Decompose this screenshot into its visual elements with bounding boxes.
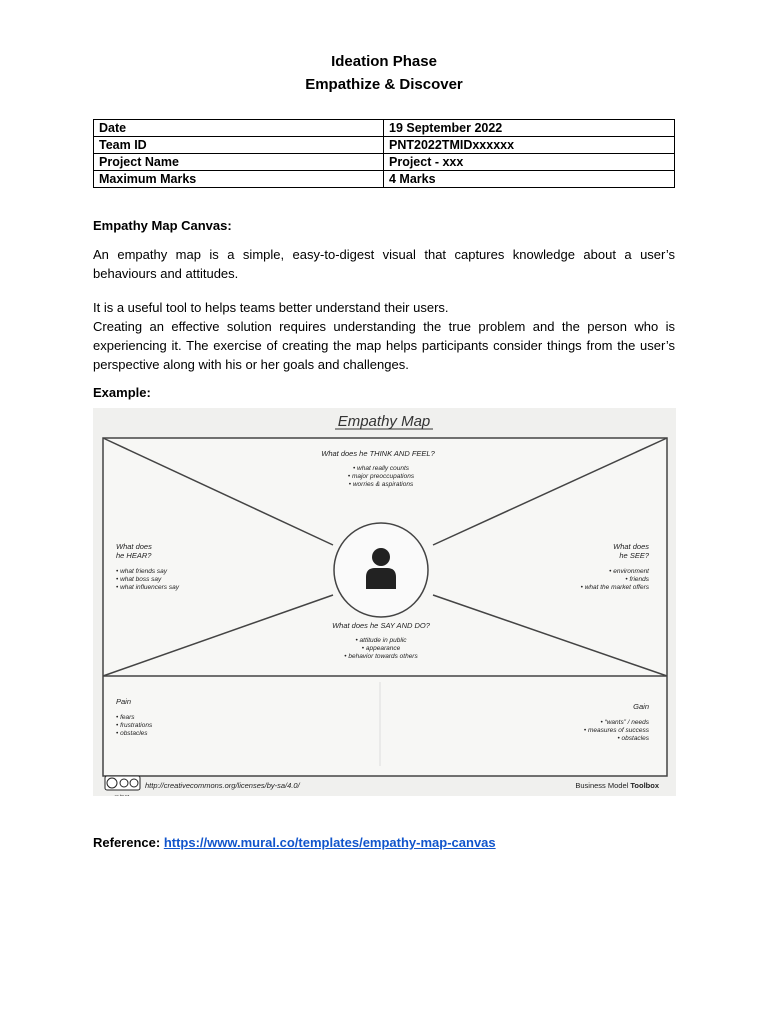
reference-label: Reference: bbox=[93, 835, 164, 850]
hear-item: • what influencers say bbox=[116, 584, 179, 591]
canvas-heading: Empathy Map Canvas: bbox=[93, 218, 232, 233]
example-heading: Example: bbox=[93, 385, 151, 400]
say-do-item: • appearance bbox=[361, 645, 401, 652]
say-do-item: • attitude in public bbox=[355, 637, 407, 644]
gain-item: • “wants” / needs bbox=[600, 719, 649, 726]
see-title: he SEE? bbox=[619, 551, 649, 560]
gain-item: • obstacles bbox=[617, 735, 649, 742]
table-cell-value: 19 September 2022 bbox=[384, 120, 675, 137]
table-row bbox=[94, 171, 675, 188]
reference-line bbox=[93, 835, 496, 850]
think-feel-item: • worries & aspirations bbox=[348, 481, 414, 488]
pain-item: • frustrations bbox=[116, 722, 153, 729]
gain-title: Gain bbox=[633, 702, 649, 711]
table-cell-value: Project - xxx bbox=[384, 154, 675, 171]
hear-item: • what boss say bbox=[116, 576, 162, 583]
brand-label: Business Model Toolbox bbox=[575, 781, 659, 790]
table-cell-value: PNT2022TMIDxxxxxx bbox=[384, 137, 675, 154]
say-do-item: • behavior towards others bbox=[344, 653, 418, 660]
see-item: • friends bbox=[625, 576, 649, 583]
empathy-map-image bbox=[93, 408, 676, 796]
license-url: http://creativecommons.org/licenses/by-sa/4.0/ bbox=[145, 781, 300, 790]
pain-title: Pain bbox=[116, 697, 132, 706]
table-row bbox=[94, 154, 675, 171]
say-do-title: What does he SAY AND DO? bbox=[332, 621, 430, 630]
page-title: Ideation Phase bbox=[331, 53, 437, 70]
usefulness-paragraph: It is a useful tool to helps teams better understand their users. bbox=[93, 300, 449, 315]
pain-item: • fears bbox=[116, 714, 135, 721]
think-feel-title: What does he THINK AND FEEL? bbox=[321, 449, 435, 458]
table-cell-value: 4 Marks bbox=[384, 171, 675, 188]
table-cell-label: Date bbox=[94, 120, 384, 137]
empathy-map-title: Empathy Map bbox=[337, 413, 431, 430]
think-feel-item: • what really counts bbox=[352, 465, 410, 472]
table-row bbox=[94, 120, 675, 137]
see-item: • what the market offers bbox=[580, 584, 649, 591]
see-title: What does bbox=[613, 542, 649, 551]
hear-title: he HEAR? bbox=[116, 551, 152, 560]
intro-paragraph: An empathy map is a simple, easy-to-digest visual that captures knowledge about a user’s behaviours and attitudes. bbox=[93, 247, 675, 281]
page-subtitle: Empathize & Discover bbox=[305, 76, 463, 93]
cc-badge-label: cc by sa bbox=[114, 793, 130, 796]
info-table bbox=[93, 119, 675, 188]
hear-item: • what friends say bbox=[116, 568, 168, 575]
table-cell-label: Team ID bbox=[94, 137, 384, 154]
pain-item: • obstacles bbox=[116, 730, 148, 737]
cc-license-badge bbox=[105, 776, 140, 796]
gain-item: • measures of success bbox=[583, 727, 649, 734]
hear-title: What does bbox=[116, 542, 152, 551]
solution-paragraph: Creating an effective solution requires understanding the true problem and the person who is experiencing it. The exercise of creating the map helps participants consider things from the user’s perspective along with his or her goals and challenges. bbox=[93, 319, 675, 372]
think-feel-item: • major preoccupations bbox=[347, 473, 415, 480]
table-row bbox=[94, 137, 675, 154]
table-cell-label: Maximum Marks bbox=[94, 171, 384, 188]
table-cell-label: Project Name bbox=[94, 154, 384, 171]
see-item: • environment bbox=[609, 568, 649, 575]
reference-link[interactable]: https://www.mural.co/templates/empathy-map-canvas bbox=[163, 835, 496, 850]
